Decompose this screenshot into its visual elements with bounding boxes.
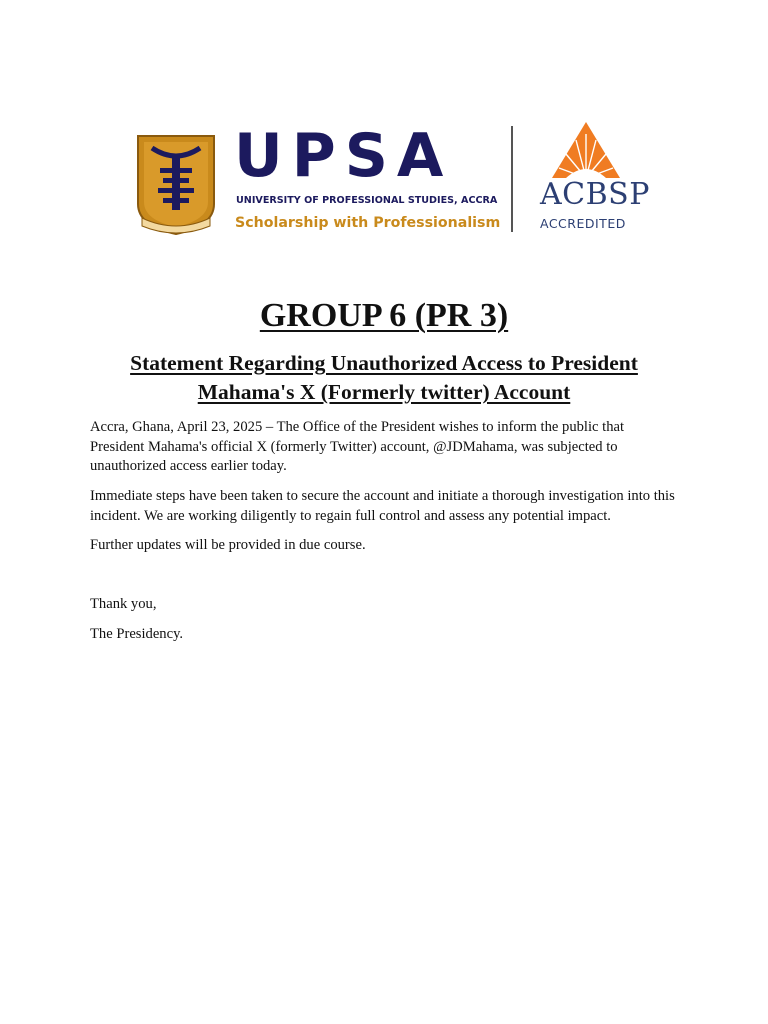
upsa-university-name: UNIVERSITY OF PROFESSIONAL STUDIES, ACCRA <box>236 195 498 206</box>
statement-title: Statement Regarding Unauthorized Access to President Mahama's X (Formerly twitter) Account <box>130 351 638 404</box>
group-title: GROUP 6 (PR 3) <box>259 297 509 334</box>
paragraph-intro: Accra, Ghana, April 23, 2025 – The Office of the President wishes to inform the public that President Mahama's official X (formerly Twitter) account, @JDMahama, was subjected to unauthorized access earlier today. <box>90 419 625 474</box>
logo-divider <box>511 126 513 232</box>
acbsp-flame-icon <box>546 120 626 182</box>
acbsp-wordmark: ACBSP <box>540 177 650 212</box>
paragraph-updates: Further updates will be provided in due course. <box>90 537 366 553</box>
upsa-tagline: Scholarship with Professionalism <box>235 215 501 231</box>
upsa-crest-icon <box>136 134 216 236</box>
paragraph-steps: Immediate steps have been taken to secure the account and initiate a thorough investigation into this incident. We are working diligently to regain full control and assess any potential impact. <box>90 488 675 524</box>
signature-presidency: The Presidency. <box>90 626 184 642</box>
upsa-wordmark: UPSA <box>234 121 453 191</box>
closing-thanks: Thank you, <box>90 596 157 612</box>
acbsp-accredited-label: ACCREDITED <box>540 216 626 231</box>
logo-banner <box>136 120 650 238</box>
